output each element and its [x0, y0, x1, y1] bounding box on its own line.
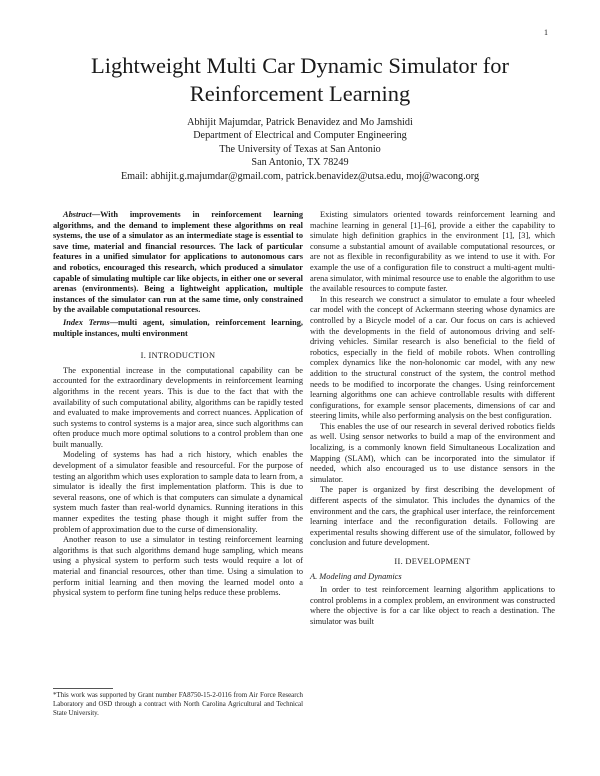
index-terms-text: —multi agent, simulation, reinforcement learning, multiple instances, multi environment	[53, 317, 303, 338]
section-heading-development: II. DEVELOPMENT	[394, 557, 471, 566]
paragraph: Modeling of systems has had a rich history, which enables the development of a simulator feasible and resourceful. For the purpose of testing an algorithm which uses exploration to sample data to learn from, a simulator is ideally the first implementation platform. This is due to several reasons, one of which is that computers can simulate a dynamical system much faster than real-world dynamics. Running iterations in this manner expedites the testing phase though it might suffer from the problem of approximation due to the curse of dimensionality.	[53, 450, 303, 534]
abstract	[53, 210, 303, 316]
index-terms-label: Index Terms	[63, 317, 110, 327]
paragraph: This enables the use of our research in several derived robotics fields as well. Using sensor networks to build a map of the environment and localizing, is a commonly known field Simultaneous Localization and Mapping (SLAM), which can be incorporated into the simulator if needed, which also encouraged us to use distance sensors in the simulator.	[310, 421, 555, 484]
index-terms	[53, 318, 303, 339]
abstract-text: —With improvements in reinforcement learning algorithms, and the demand to implement these algorithms on real systems, the use of a simulator as an intermediate stage is essential to save time, material and financial resources. The lack of particular features in a unified simulator for applications to autonomous cars and robotics, encouraged this research, which produced a simulator capable of simulating multiple car like objects, in either one or several arenas (environments). Being a lightweight application, multiple instances of the simulator can run at the same time, only constrained by the available computational resources.	[53, 210, 303, 315]
authors: Abhijit Majumdar, Patrick Benavidez and Mo Jamshidi	[187, 117, 413, 128]
paragraph: Another reason to use a simulator in testing reinforcement learning algorithms is that such algorithms demand huge sampling, which means using a physical system to perform such tests would require a lot of material and financial resources, other than time. Using a simulation to perform initial learning and then moving the learned model onto a physical system to perform fine tuning helps reduce these problems.	[53, 535, 303, 598]
paragraph: The paper is organized by first describing the development of different aspects of the simulator. This includes the dynamics of the environment and the cars, the graphical user interface, the reinforcement learning interface and the reconfiguration details. Following are experimental results showing different use of the simulator, followed by conclusion and future development.	[310, 485, 555, 548]
email: Email: abhijit.g.majumdar@gmail.com, patrick.benavidez@utsa.edu, moj@wacong.org	[120, 170, 480, 182]
paper-title: Lightweight Multi Car Dynamic Simulator for Reinforcement Learning	[90, 53, 510, 106]
university: The University of Texas at San Antonio	[219, 143, 381, 155]
right-column	[310, 210, 555, 628]
footnote: *This work was supported by Grant number FA8750-15-2-0116 from Air Force Research Laboratory and OSD through a contract with North Carolina Agricultural and Technical State University.	[53, 692, 303, 717]
section-heading-introduction: I. INTRODUCTION	[140, 351, 216, 361]
department: Department of Electrical and Computer Engineering	[193, 130, 407, 142]
paragraph: In this research we construct a simulator to emulate a four wheeled car model with the concept of Ackermann steering whose dynamics are controlled by a Bicycle model of a car. Our focus on cars is achieved with the developments in the field of autonomous driving and self-driving vehicles. Similar research is also beneficial to the field of robotics, especially in the field of mobile robots. When controlling complex dynamics like the non-holonomic car model, with any new addition to the structural construct of the system, the control method needs to be modified to incorporate the changes. Using reinforcement learning algorithms one can achieve controllable results with different configurations, for example sensor placements, dimensions of car and steering limits, while also performing analysis on the best configuration.	[310, 294, 555, 421]
city: San Antonio, TX 78249	[251, 157, 349, 169]
author-block	[40, 116, 560, 183]
abstract-label: Abstract	[63, 210, 92, 219]
page-number: 1	[544, 28, 548, 37]
paragraph: The exponential increase in the computational capability can be accounted for the extraordinary developments in reinforcement learning algorithms in the recent years. This is due to the fact that with the availability of such computational ability, algorithms can be rapidly tested and evaluated to make improvements and correct nuances. Application of such systems to control systems is a major area, since such algorithms can often produce much more optimal solutions to a control problem than one built manually.	[53, 365, 303, 449]
paragraph: In order to test reinforcement learning algorithm applications to control problems in a complex problem, an environment was constructed where the objective is for a car like object to reach a destination. The simulator was built	[310, 585, 555, 626]
subsection-heading-modeling: A. Modeling and Dynamics	[310, 571, 402, 581]
paragraph: Existing simulators oriented towards reinforcement learning and machine learning in general [1]–[6], provide a either the capability to simulate high definition graphics in the environment [1], [3], which consume a substantial amount of available computational resources, or are not as flexible in reconfigurability as we intend to use it with. For example the use of a configuration file to construct a multi-agent multi-arena simulator, with minimal resource use to enable the algorithm to use the available resources to compute faster.	[310, 210, 555, 294]
left-column	[53, 210, 303, 599]
footnote-rule	[53, 688, 113, 689]
